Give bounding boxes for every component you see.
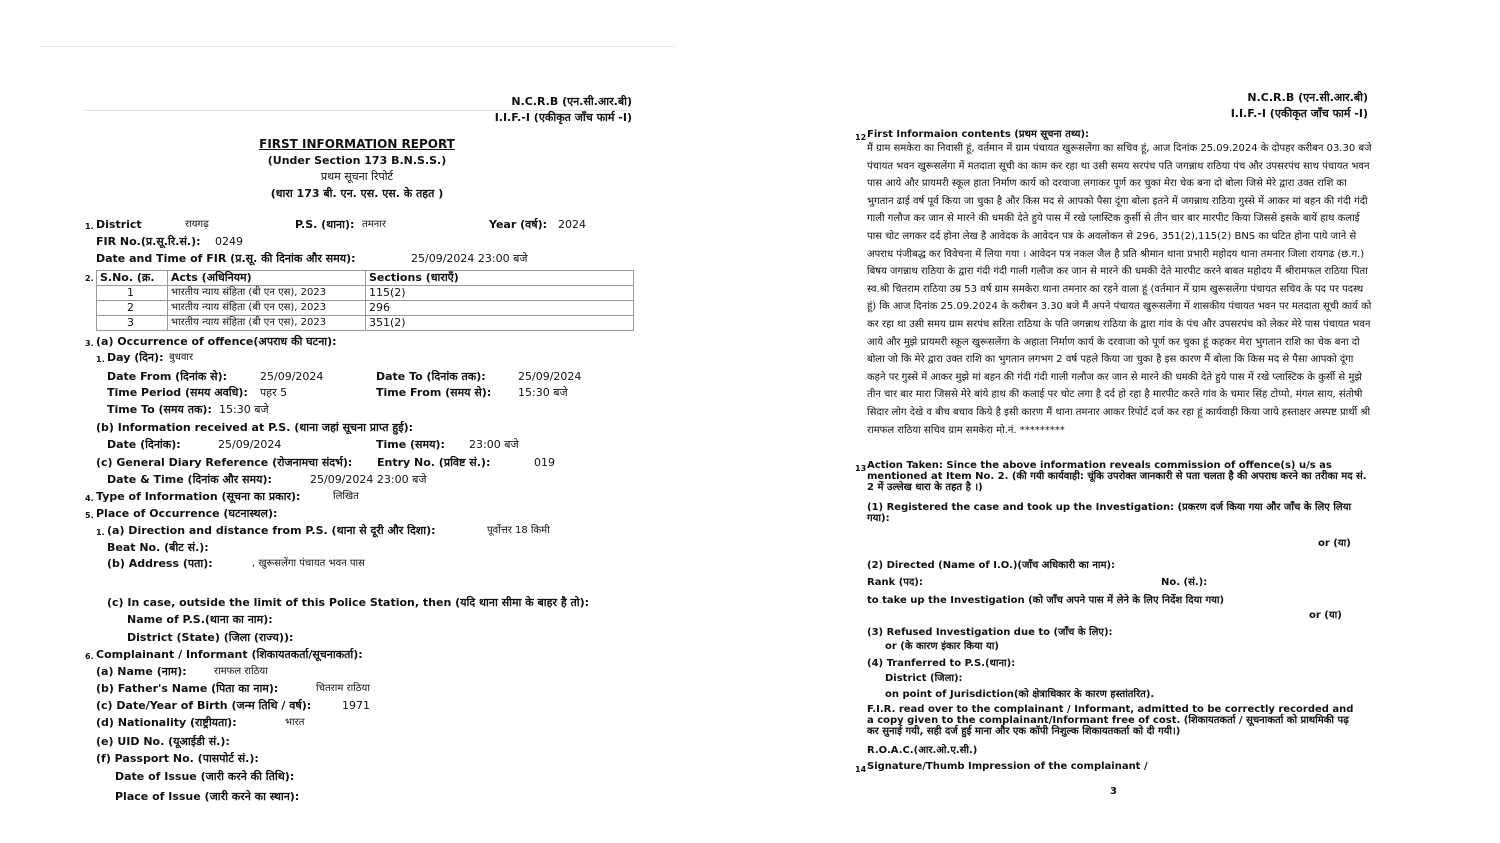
time-to-label: Time To (समय तक): — [107, 403, 212, 416]
type-of-information-value: लिखित — [333, 491, 359, 502]
entry-number-value: 019 — [534, 456, 555, 469]
report-title-hindi: प्रथम सूचना रिपोर्ट — [320, 170, 394, 183]
complainant-label: Complainant / Informant (शिकायतकर्ता/सूचनाकर्ता): — [96, 648, 363, 661]
table-cell: 1 — [97, 286, 168, 301]
fir-datetime-value: 25/09/2024 23:00 बजे — [411, 252, 528, 265]
column-header: Sections (धाराएँ) — [366, 271, 634, 286]
item-number: 5. — [85, 511, 94, 520]
general-diary-label: (c) General Diary Reference (रोजनामचा संदर्भ): — [96, 456, 353, 469]
top-divider — [40, 46, 675, 47]
table-row — [97, 301, 634, 316]
fir-number-label: FIR No.(प्र.सू.रि.सं.): — [96, 235, 201, 248]
acts-table-header — [97, 271, 634, 286]
item-number: 3. — [85, 339, 94, 348]
ps-label: P.S. (थाना): — [295, 218, 355, 231]
time-from-value: 15:30 बजे — [518, 386, 568, 399]
table-cell: 351(2) — [366, 316, 634, 331]
district-label: District — [96, 218, 142, 231]
item-number: 1. — [96, 528, 105, 537]
table-cell: 296 — [366, 301, 634, 316]
nationality-value: भारत — [285, 717, 305, 728]
item-number: 6. — [85, 652, 94, 661]
place-of-occurrence-label: Place of Occurrence (घटनास्थल): — [96, 507, 278, 520]
information-contents-label: First Informaion contents (प्रथम सूचना तथ्य): — [867, 129, 1090, 140]
item-number: 14 — [855, 765, 867, 774]
report-subtitle-hindi: (धारा 173 बी. एन. एस. एस. के तहत ) — [270, 187, 444, 200]
iif-header: I.I.F.-I (एकीकृत जाँच फार्म -I) — [1230, 107, 1368, 120]
info-received-label: (b) Information received at P.S. (थाना जहां सूचना प्राप्त हुई): — [96, 421, 414, 434]
received-time-label: Time (समय): — [376, 438, 445, 451]
time-period-label: Time Period (समय अवधि): — [107, 386, 248, 399]
time-to-value: 15:30 बजे — [219, 403, 269, 416]
birth-year-label: (c) Date/Year of Birth (जन्म तिथि / वर्ष): — [96, 699, 312, 712]
fir-datetime-label: Date and Time of FIR (प्र.सू. की दिनांक और समय): — [96, 252, 356, 265]
name-of-ps-label: Name of P.S.(थाना का नाम): — [127, 613, 273, 626]
or-label: or (या) — [1309, 610, 1342, 621]
or-label: or (या) — [1318, 538, 1351, 549]
jurisdiction-label: on point of Jurisdiction(को क्षेत्राधिकार के कारण हस्तांतरित). — [885, 689, 1155, 700]
district-value: रायगढ़ — [185, 219, 209, 230]
column-header: S.No. (क्र. — [97, 271, 168, 286]
transfer-district-label: District (जिला): — [885, 673, 963, 684]
date-to-value: 25/09/2024 — [518, 370, 582, 383]
time-period-value: पहर 5 — [260, 386, 288, 399]
beat-number-label: Beat No. (बीट सं.): — [107, 541, 209, 554]
refused-investigation-label: (3) Refused Investigation due to (जाँच के लिए): — [867, 627, 1113, 638]
direction-distance-value: पूर्वोत्तर 18 किमी — [487, 525, 550, 536]
day-value: बुधवार — [169, 352, 194, 363]
address-value: , खुरूसलेंगा पंचायत भवन पास — [252, 558, 365, 569]
column-header: Acts (अधिनियम) — [168, 271, 366, 286]
item-number: 2. — [85, 274, 94, 283]
transferred-ps-label: (4) Tranferred to P.S.(थाना): — [867, 658, 1016, 669]
date-from-label: Date From (दिनांक से): — [107, 370, 227, 383]
date-to-label: Date To (दिनांक तक): — [376, 370, 486, 383]
number-label: No. (सं.): — [1161, 577, 1208, 588]
father-name-label: (b) Father's Name (पिता का नाम): — [96, 682, 279, 695]
directed-io-label: (2) Directed (Name of I.O.)(जाँच अधिकारी का नाम): — [867, 560, 1116, 571]
year-label: Year (वर्ष): — [489, 218, 548, 231]
fir-read-over-text: F.I.R. read over to the complainant / Informant, admitted to be correctly recorded and a copy given to the complainant/Informant free of cost. (शिकायतकर्ता / सूचनाकर्ता को प्राथमिकी पढ़ कर सुनाई गयी, सही दर्ज हुई माना और एक कॉपी निशुल्क शिकायतकर्ता को दी गयी।) — [867, 704, 1354, 737]
page-number: 3 — [1110, 786, 1117, 797]
address-label: (b) Address (पता): — [107, 557, 213, 570]
table-row — [97, 316, 634, 331]
report-subtitle: (Under Section 173 B.N.S.S.) — [267, 154, 447, 167]
item-number: 1. — [96, 355, 105, 364]
issue-place-label: Place of Issue (जारी करने का स्थान): — [115, 790, 300, 803]
uid-label: (e) UID No. (यूआईडी सं.): — [96, 735, 230, 748]
table-cell: भारतीय न्याय संहिता (बी एन एस), 2023 — [168, 301, 366, 316]
type-of-information-label: Type of Information (सूचना का प्रकार): — [96, 490, 301, 503]
received-date-value: 25/09/2024 — [218, 438, 282, 451]
ps-value: तमनार — [362, 219, 386, 230]
refused-reason-label: or (के कारण इंकार किया या) — [885, 641, 999, 652]
table-cell: 3 — [97, 316, 168, 331]
nationality-label: (d) Nationality (राष्ट्रीयता): — [96, 716, 237, 729]
report-title: FIRST INFORMATION REPORT — [259, 137, 455, 151]
table-row — [97, 286, 634, 301]
rank-label: Rank (पद): — [867, 577, 923, 588]
action-taken-text: Action Taken: Since the above information reveals commission of offence(s) u/s as mentioned at Item No. 2. (की गयी कार्यवाही: चूंकि उपरोक्त जानकारी से पता चलता है की अपराध करने का तरीका मद सं. 2 में उल्लेख धारा के तहत है ।) — [867, 460, 1367, 493]
complainant-name-value: रामफल राठिया — [214, 666, 268, 677]
complainant-name-label: (a) Name (नाम): — [96, 665, 187, 678]
birth-year-value: 1971 — [342, 699, 370, 712]
item-number: 13 — [855, 464, 867, 473]
day-label: Day (दिन): — [107, 351, 164, 364]
acts-table — [96, 270, 634, 331]
item-number: 4. — [85, 494, 94, 503]
year-value: 2024 — [558, 218, 586, 231]
date-from-value: 25/09/2024 — [260, 370, 324, 383]
item-number: 1. — [85, 222, 94, 231]
table-cell: 115(2) — [366, 286, 634, 301]
entry-number-label: Entry No. (प्रविष्ट सं.): — [377, 456, 491, 469]
roac-label: R.O.A.C.(आर.ओ.ए.सी.) — [867, 745, 978, 756]
ncrb-header: N.C.R.B (एन.सी.आर.बी) — [1247, 91, 1368, 104]
registered-case-label: (1) Registered the case and took up the Investigation: (प्रकरण दर्ज किया गया और जाँच के लिए लिया गया): — [867, 502, 1352, 524]
fir-number-value: 0249 — [215, 235, 243, 248]
table-cell: भारतीय न्याय संहिता (बी एन एस), 2023 — [168, 286, 366, 301]
occurrence-label: (a) Occurrence of offence(अपराध की घटना): — [96, 335, 337, 348]
table-cell: 2 — [97, 301, 168, 316]
received-time-value: 23:00 बजे — [469, 438, 519, 451]
district-state-label: District (State) (जिला (राज्य)): — [127, 631, 294, 644]
ncrb-header: N.C.R.B (एन.सी.आर.बी) — [511, 95, 632, 108]
take-up-investigation-label: to take up the Investigation (को जाँच अपने पास में लेने के लिए निर्देश दिया गया) — [867, 595, 1225, 606]
direction-distance-label: (a) Direction and distance from P.S. (थाना से दूरी और दिशा): — [107, 524, 436, 537]
gd-datetime-value: 25/09/2024 23:00 बजे — [310, 473, 427, 486]
information-contents-text: मैं ग्राम समकेरा का निवासी हूं, वर्तमान में ग्राम पंचायत खुरूसलेंगा का सचिव हूं, आज दिनांक 25.09.2024 के दोपहर करीबन 03.30 बजे पंचायत भवन खुरूसलेंगा में मतदाता सूची का काम कर रहा था उसी समय सरपंच पति जगन्नाथ राठिया पंच और उपसरपंच साथ पंचायत भवन पास आये और प्रायमरी स्कूल हाता निर्माण कार्य को दरवाजा लगाकर पूर्ण कर चुका मेरा चेक बना दो बोला जिसे मेरे द्वारा उक्त राशि का भुगतान ढाई वर्ष पूर्व किया जा चुका है और किस मद से आपको पैसा दूंगा बोला इतने में जगन्नाथ राठिया गुस्से में आकर मां बहन की गंदी गंदी गाली गलौज कर जान से मारने की धमकी देते हुये पास में रखे प्लास्टिक कुर्सी से तीन चार बार मारपीट किया जिससे इसके बायें हाथ कलाई पास चोट लगकर दर्द होना लेख है आवेदक के आवेदन पत्र के अवलोकन से 296, 351(2),115(2) BNS का घटित होना पाये जाने से अपराध पंजीबद्ध कर विवेचना में लिया गया । आवेदन पत्र नकल जैल है प्रति श्रीमान थाना प्रभारी महोदय थाना तमनार जिला रायगढ (छ.ग.) बिषय जगन्नाथ राठिया के द्वारा गंदी गंदी गाली गलौज कर जान से मारने की धमकी देते मारपीट करने बाबत महोदय मैं श्रीरामफल राठिया पिता स्व.श्री चितराम राठिया उम्र 53 वर्ष ग्राम समकेरा थाना तमनार का रहने वाला हूं (वर्तमान में ग्राम खुरूसलेंगा पंचायत सचिव के पद पर पदस्थ हूं) कि आज दिनांक 25.09.2024 के करीबन 3.30 बजे मैं अपने पंचायत खुरूसलेंगा में शासकीय पंचायत भवन पर मतदाता सूची कार्य को कर रहा था उसी समय ग्राम सरपंच सरिता राठिया के पति जगन्नाथ राठिया के द्वारा गांव के पंच और उपसरपंच को लेकर मेरे पास पंचायत भवन आये और मुझे प्रायमरी स्कूल खुरूसलेंगा के अहाता निर्माण कार्य के दरवाजा को पूर्ण कर चुका हूं कहकर मेरा भुगतान राशि का चेक बना दो बोला जो कि मेरे द्वारा उक्त राशि का भुगतान लगभग 2 वर्ष पहले किया जा चुका है इस कारण मैं बोला कि किस मद से पैसा आपको दूंगा कहने पर गुस्से में आकर मुझे मां बहन की गंदी गंदी गाली गलौज कर जान से मारने की धमकी देते हुये पास में रखे प्लास्टिक के कुर्सी से मुझे तीन चार बार मारा जिससे मेरे बांये हाथ की कलाई पर चोट लगा है दर्द हो रहा है मारपीट करते गांव के चमार सिंह टोप्पो, मंगल साय, संतोषी सिदार लोग देखे व बीच बचाव किये है इसी कारण मैं थाना तमनार आकर रिपोर्ट दर्ज कर रहा हूं कार्यवाही किया जाये हस्ताक्षर अस्पष्ट प्रार्थी श्री रामफल राठिया सचिव ग्राम समकेरा मो.नं. ********* — [867, 143, 1372, 436]
received-date-label: Date (दिनांक): — [107, 438, 181, 451]
table-cell: भारतीय न्याय संहिता (बी एन एस), 2023 — [168, 316, 366, 331]
outside-limit-label: (c) In case, outside the limit of this Police Station, then (यदि थाना सीमा के बाहर है तो): — [107, 596, 590, 609]
passport-label: (f) Passport No. (पासपोर्ट सं.): — [96, 752, 259, 765]
time-from-label: Time From (समय से): — [376, 386, 492, 399]
father-name-value: चितराम राठिया — [316, 683, 370, 694]
gd-datetime-label: Date & Time (दिनांक और समय): — [107, 473, 272, 486]
issue-date-label: Date of Issue (जारी करने की तिथि): — [115, 770, 295, 783]
signature-label: Signature/Thumb Impression of the complainant / — [867, 761, 1148, 772]
item-number: 12 — [855, 133, 867, 142]
iif-header: I.I.F.-I (एकीकृत जाँच फार्म -I) — [494, 111, 632, 124]
